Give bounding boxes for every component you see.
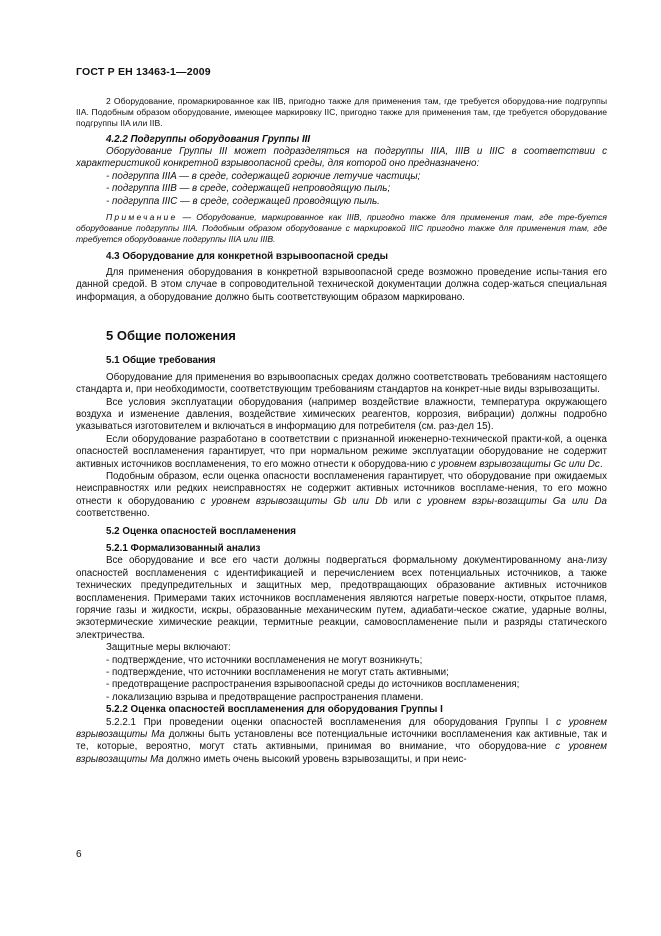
document-header: ГОСТ Р ЕН 13463-1—2009 (76, 66, 211, 78)
text-run: должны быть установлены все потенциальные источники воспламенения как активные, так и те, которые, вероятно, могут стать активными, принимая во внимание, что оборудова-ние (76, 729, 607, 753)
section-paragraph (76, 471, 607, 521)
section-paragraph: Все условия эксплуатации оборудования (например воздействие влажности, температура окружающего воздуха и изменение давления, воздействие химических реагентов, коррозия, вибрации) должны подробно указываться изготовителем и включаться в информацию для потребителя (см. раз-дел 15). (76, 396, 607, 433)
text-run-italic: с уровнем взры-возащиты Ga или Da (416, 495, 608, 507)
section-heading-5-2: 5.2 Оценка опасностей воспламенения (106, 525, 296, 537)
section-paragraph (76, 434, 607, 471)
text-run-italic: с уровнем взрывозащиты Ma (76, 716, 607, 741)
section-paragraph: Для применения оборудования в конкретной взрывоопасной среде возможно проведение испы-тания его данной средой. В этом случае в сопроводительной технической документации должна содер-жаться специальная информация, а оборудование должно быть соответствующим образом маркировано. (76, 267, 607, 303)
text-run-italic: с уровнем взрывозащиты Gb или Db (200, 495, 388, 507)
section-paragraph: Оборудование Группы III может подразделяться на подгруппы IIIA, IIIB и IIIC в соответствии с характеристикой конкретной взрывоопасной среды, для которой оно предназначено: (76, 146, 607, 170)
text-run-italic: с уровнем взрывозащиты Ma (76, 741, 607, 765)
page-number: 6 (76, 849, 82, 860)
section-heading-5-2-2: 5.2.2 Оценка опасностей воспламенения для оборудования Группы I (106, 704, 443, 716)
list-item: - подгруппа IIIA — в среде, содержащей горючие летучие частицы; (106, 170, 421, 182)
section-paragraph: Оборудование для применения во взрывоопасных средах должно соответствовать требованиям настоящего стандарта и, при необходимости, соответствующим требованиям стандартов на конкрет-ные виды взрывозащиты. (76, 371, 607, 396)
list-item: - подгруппа IIIC — в среде, содержащей проводящую пыль. (106, 195, 380, 207)
text-run: или (387, 495, 417, 507)
text-run: Подобным образом, если оценка опасности воспламенения гарантирует, что оборудование при ожидаемых неисправностях или редких неисправностях не содержит активных источников воспламе-нения, то его можно отнести к оборудованию (76, 470, 607, 507)
list-item: - предотвращение распространения взрывоопасной среды до источников воспламенения; (106, 679, 520, 691)
note-label: Примечание (106, 212, 178, 223)
note-paragraph: 2 Оборудование, промаркированное как IIB, пригодно также для применения там, где требуется оборудова-ние подгруппы IIA. Подобным образом оборудование, имеющее маркировку IIC, пригодно также для применения там, где требуется оборудование подгруппы IIA или IIB. (76, 96, 607, 129)
section-paragraph: Все оборудование и все его части должны подвергаться формальному документированному ана-лизу опасностей воспламенения с идентификацией и перечислением всех потенциальных источников, а также технических предупредительных и защитных мер, предотвращающих образование активных источников воспламенения. Примерами таких источников воспламенения являются нагретые поверх-ности, открытое пламя, горячие газы и жидкости, искры, образованные механическим путем, адиабати-ческое сжатие, ударные волны, экзотермические химические реакции, термитные реакции, самовоспламенение пыли и разряды статического электричества. (76, 555, 607, 641)
text-run: . (599, 458, 603, 470)
list-item: - подгруппа IIIB — в среде, содержащей непроводящую пыль; (106, 183, 391, 195)
note-paragraph (76, 212, 607, 246)
text-run: должно иметь очень высокий уровень взрывозащиты, и при неис- (163, 753, 467, 765)
list-item: - подтверждение, что источники воспламенения не могут стать активными; (106, 667, 449, 679)
text-run: Если оборудование разработано в соответствии с признанной инженерно-технической практи-кой, а оценка опасностей воспламенения гарантирует, что при нормальном режиме эксплуатации оборудование не содержит активных источников воспламенения, то его можно отнести к оборудова-нию (76, 433, 607, 470)
text-run: 5.2.2.1 При проведении оценки опасностей воспламенения для оборудования Группы I (106, 716, 557, 728)
text-run: соответственно. (76, 508, 150, 520)
section-heading-5-1: 5.1 Общие требования (106, 355, 216, 367)
section-heading-4-2-2: 4.2.2 Подгруппы оборудования Группы III (106, 133, 311, 145)
section-heading-5-2-1: 5.2.1 Формализованный анализ (106, 542, 261, 554)
note-text: — Оборудование, маркированное как IIIB, пригодно также для применения там, где тре-буется оборудование подгруппы IIIA. Подобным образом оборудование с маркировкой IIIC пригодно также для применения там, где требуется оборудование подгруппы IIIA или IIIB. (76, 212, 607, 245)
section-paragraph (76, 717, 607, 767)
page-content (76, 96, 607, 766)
list-item: - локализацию взрыва и предотвращение распространения пламени. (106, 691, 424, 703)
section-heading-4-3: 4.3 Оборудование для конкретной взрывоопасной среды (106, 250, 388, 262)
section-paragraph: Защитные меры включают: (106, 642, 231, 654)
text-run-italic: с уровнем взрывозащиты Gc или Dc (430, 458, 600, 470)
chapter-heading-5: 5 Общие положения (106, 328, 236, 344)
list-item: - подтверждение, что источники воспламенения не могут возникнуть; (106, 654, 423, 666)
